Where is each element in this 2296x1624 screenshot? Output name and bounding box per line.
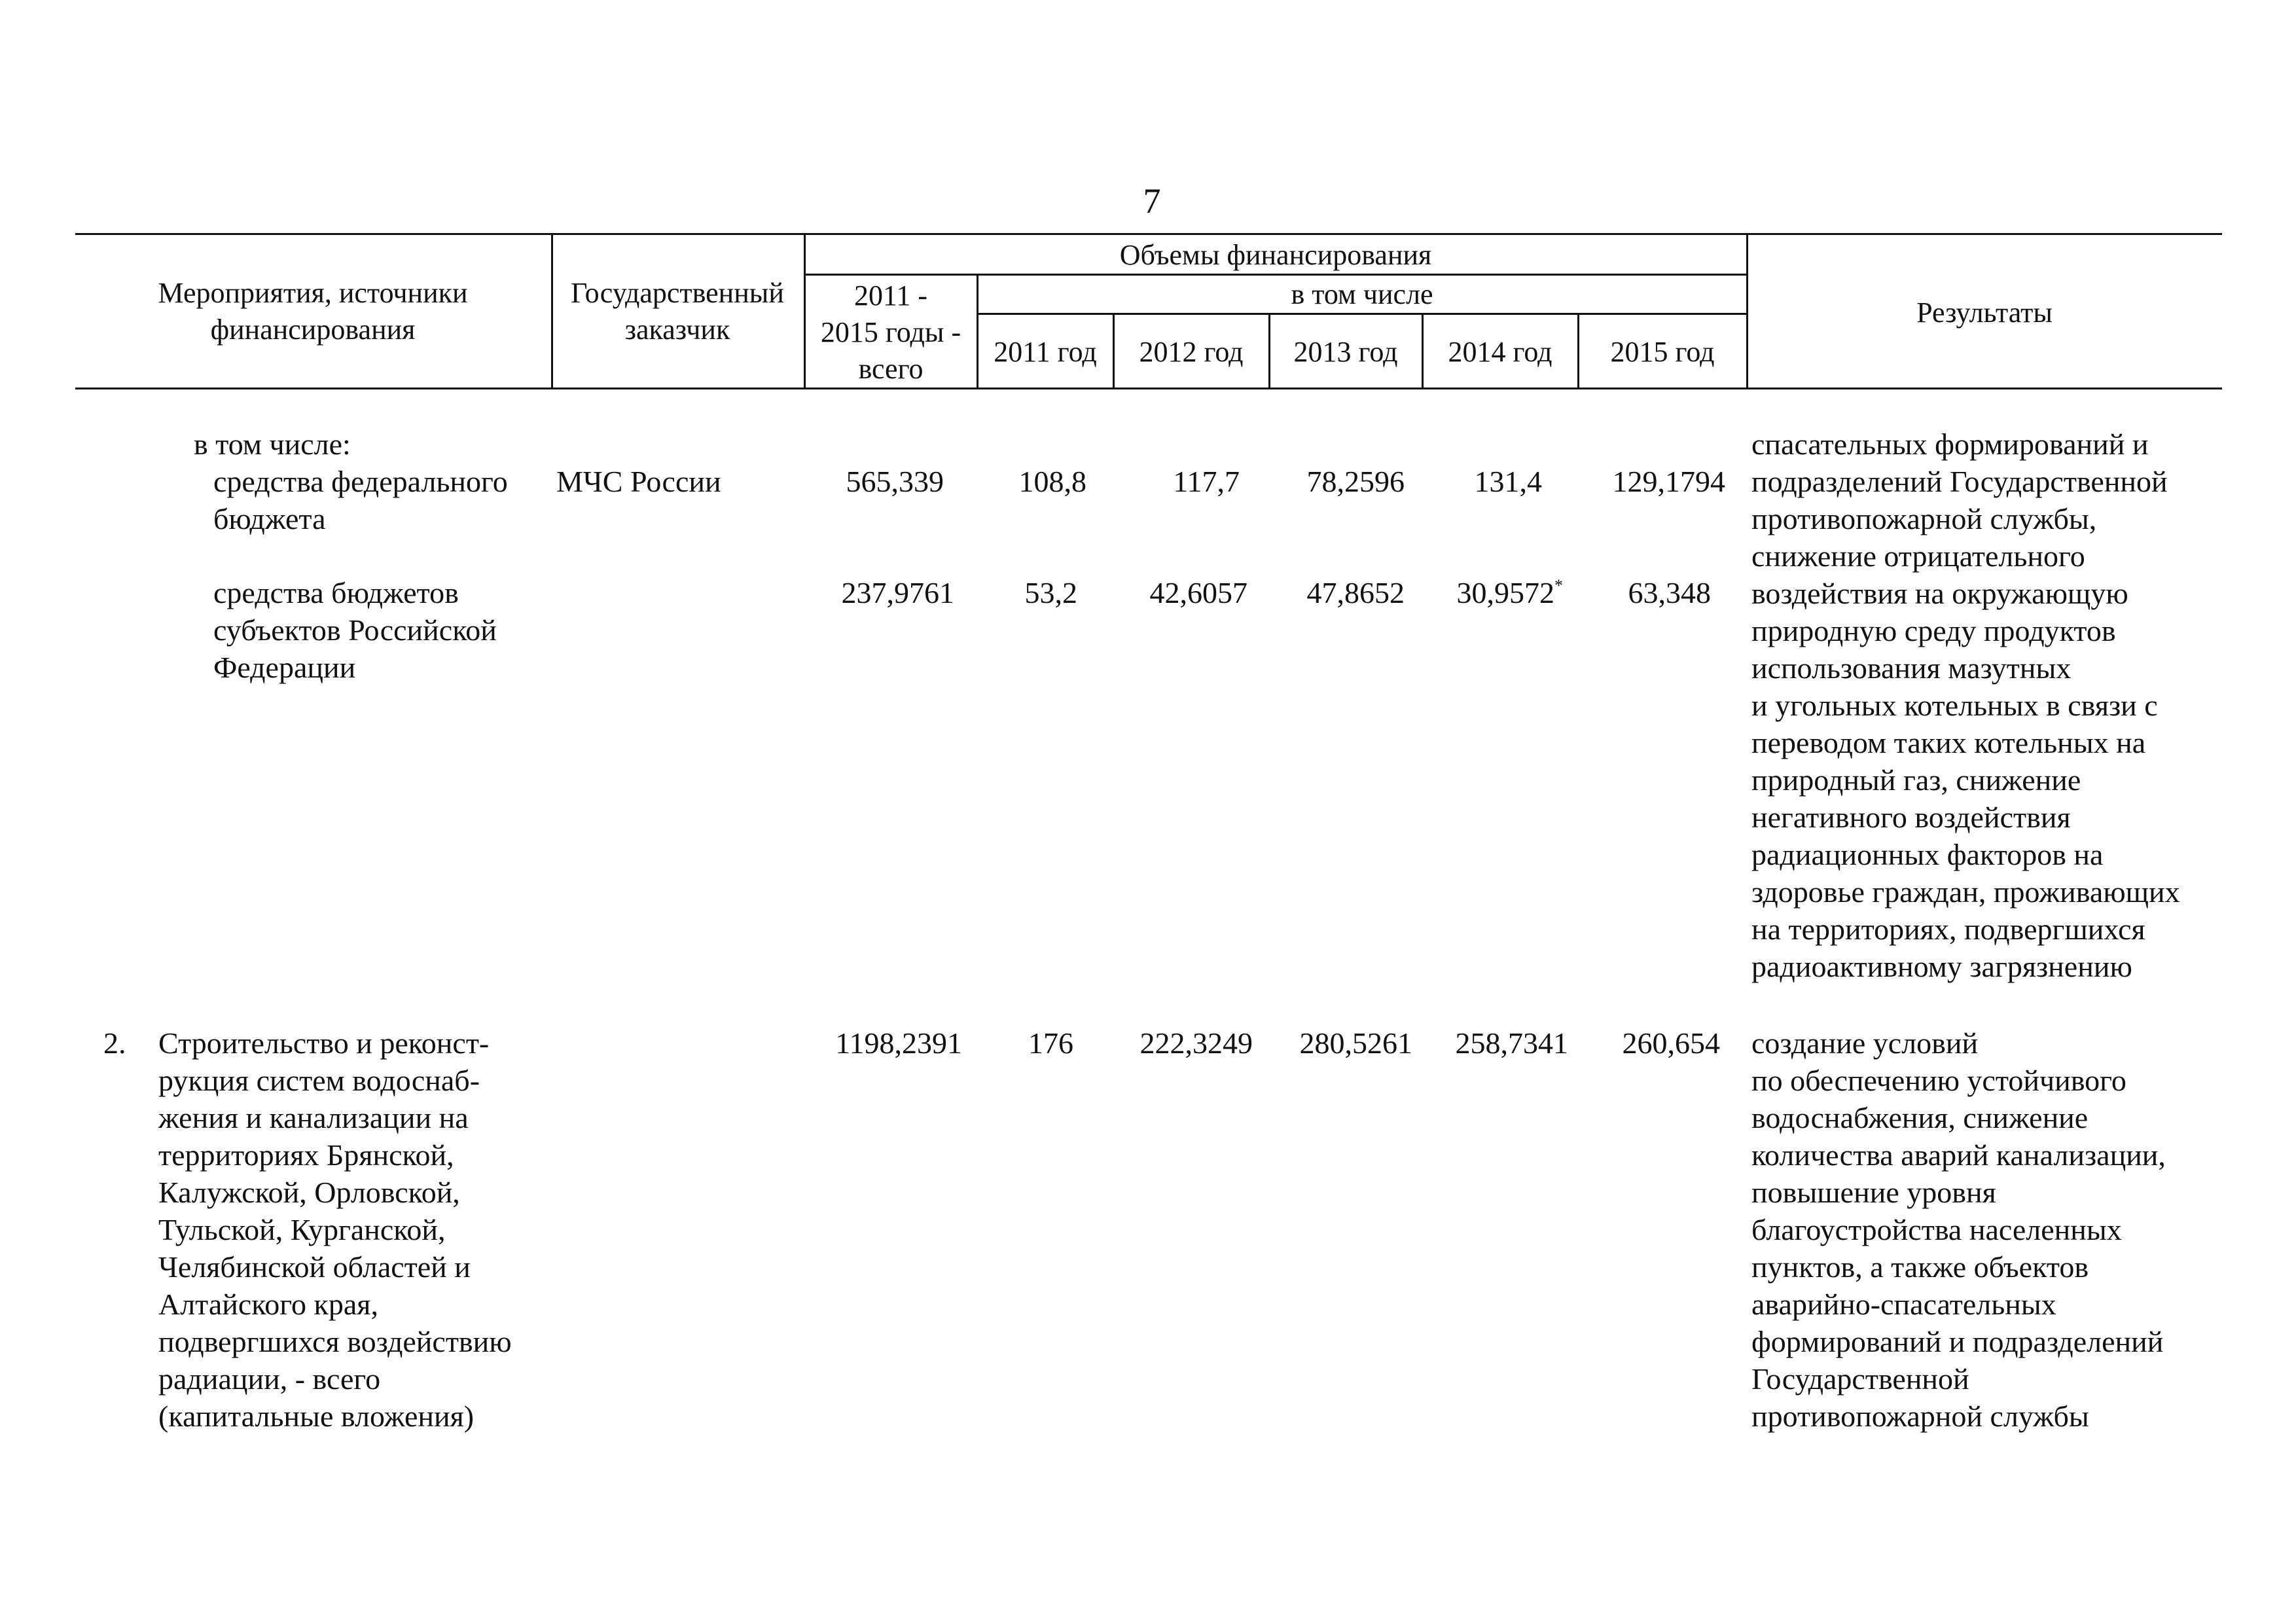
section2-total: 1198,2391 [835, 1026, 962, 1060]
federal-budget-2013: 78,2596 [1306, 465, 1405, 498]
volumes-title-rule [804, 274, 1746, 276]
header-activity: Мероприятия, источники финансирования [158, 277, 468, 346]
federal-budget-2012: 117,7 [1173, 465, 1240, 498]
section2-2012: 222,3249 [1139, 1026, 1253, 1060]
section2-activity: Строительство и реконст- рукция систем водоснаб- жения и канализации на территориях Брянской, Калужской, Орловской, Тульской, Курганской, Челябинской областей и Алтайского края, подвергшихся воздействию радиации, - всего (капитальные вложения) [158, 1026, 512, 1433]
section2-2013: 280,5261 [1299, 1026, 1412, 1060]
header-year-2012: 2012 год [1139, 336, 1244, 368]
regional-budget-2012: 42,6057 [1149, 576, 1247, 609]
header-year-2015: 2015 год [1610, 336, 1715, 368]
regional-budget-total: 237,9761 [841, 576, 954, 609]
footnote-mark: * [1554, 576, 1563, 595]
header-volumes-title: Объемы финансирования [1119, 239, 1432, 271]
section2-2015: 260,654 [1622, 1026, 1720, 1060]
section1-including-label: в том числе: [194, 427, 351, 461]
section2-results: создание условий по обеспечению устойчивого водоснабжения, снижение количества аварий канализации, повышение уровня благоустройства населенных пунктов, а также объектов аварийно-спасательных формирований и подразделений Государственной противопожарной службы [1751, 1026, 2166, 1433]
federal-budget-customer: МЧС России [556, 465, 721, 498]
section2-2011: 176 [1028, 1026, 1073, 1060]
header-total: 2011 - 2015 годы - всего [820, 280, 961, 385]
regional-budget-label: средства бюджетов субъектов Российской Федерации [213, 576, 497, 684]
header-year-2013: 2013 год [1293, 336, 1398, 368]
federal-budget-2014: 131,4 [1474, 465, 1542, 498]
header-customer: Государственный заказчик [571, 277, 784, 346]
federal-budget-2011: 108,8 [1018, 465, 1086, 498]
regional-budget-2011: 53,2 [1024, 576, 1077, 609]
page-number: 7 [1143, 181, 1161, 221]
divider-volumes-results [1746, 234, 1748, 389]
regional-budget-2013: 47,8652 [1306, 576, 1405, 609]
header-year-2011: 2011 год [994, 336, 1097, 368]
header-year-2014: 2014 год [1448, 336, 1552, 368]
federal-budget-2015: 129,1794 [1612, 465, 1725, 498]
federal-budget-label: средства федерального бюджета [213, 465, 508, 535]
header-including: в том числе [1291, 278, 1433, 310]
section1-results: спасательных формирований и подразделений Государственной противопожарной службы, снижение отрицательного воздействия на окружающую природную среду продуктов использования мазутных и угольных котельных в связи с переводом таких котельных на природный газ, снижение негативного воздействия радиационных факторов на здоровье граждан, проживающих на территориях, подвергшихся радиоактивному загрязнению [1751, 427, 2180, 983]
section2-number: 2. [103, 1026, 126, 1060]
header-results: Результаты [1916, 297, 2053, 329]
federal-budget-total: 565,339 [846, 465, 944, 498]
regional-budget-2014: 30,9572* [1456, 576, 1563, 609]
table-top-rule [75, 233, 2222, 235]
section2-2014: 258,7341 [1455, 1026, 1568, 1060]
regional-budget-2015: 63,348 [1628, 576, 1711, 609]
table-header-bottom-rule [75, 388, 2222, 389]
including-rule [977, 313, 1746, 315]
